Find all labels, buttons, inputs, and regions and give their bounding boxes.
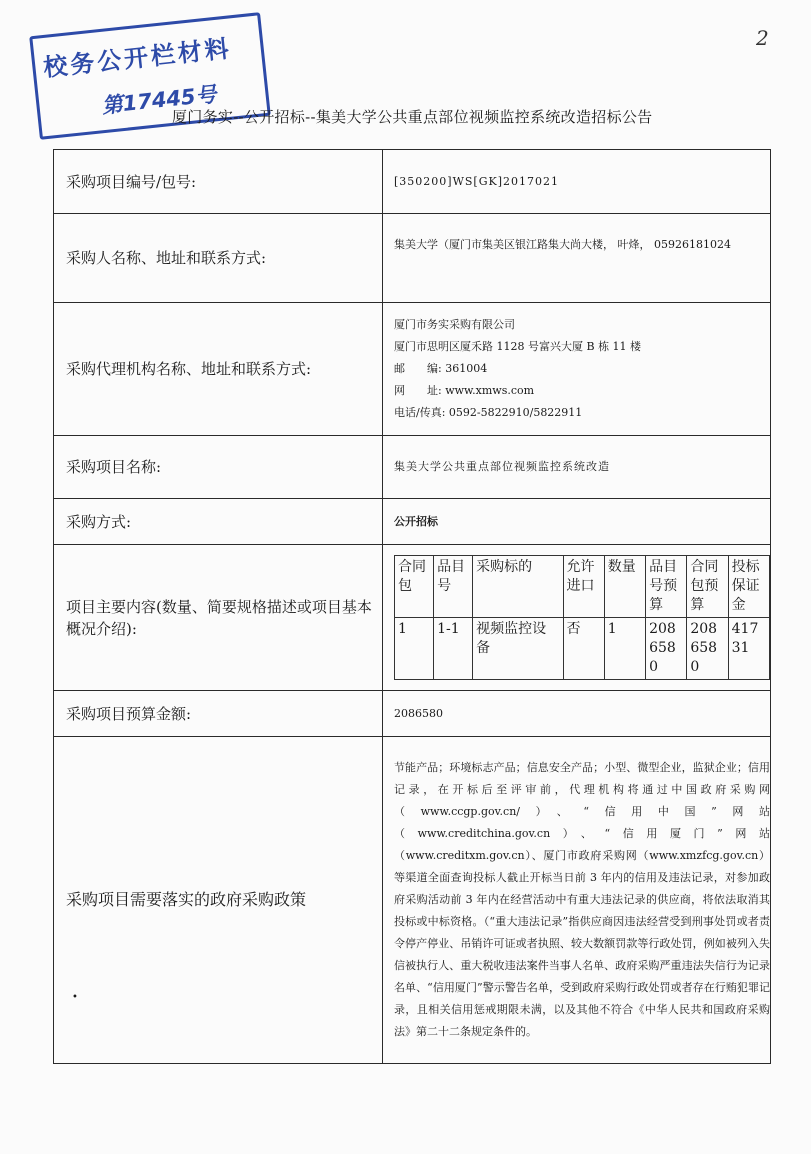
budget-value: 2086580 — [383, 691, 771, 737]
project-name-value: 集美大学公共重点部位视频监控系统改造 — [383, 436, 771, 499]
agency-line: 厦门市思明区厦禾路 1128 号富兴大厦 B 栋 11 楼 — [394, 340, 642, 353]
content-label: 项目主要内容(数量、简要规格描述或项目基本概况介绍): — [54, 545, 383, 691]
cell-subject: 视频监控设备 — [473, 618, 563, 680]
cell-package-budget: 2086580 — [687, 618, 728, 680]
project-name-label: 采购项目名称: — [54, 436, 383, 499]
document-title: 厦门务实--公开招标--集美大学公共重点部位视频监控系统改造招标公告 — [172, 108, 653, 126]
row-purchaser — [54, 214, 771, 303]
row-content — [54, 545, 771, 691]
row-budget — [54, 691, 771, 737]
header-cell: 允许进口 — [563, 556, 604, 618]
purchaser-value: 集美大学（厦门市集美区银江路集大尚大楼， 叶烽， 05926181024 — [383, 214, 771, 303]
cell-quantity: 1 — [604, 618, 645, 680]
header-cell: 合同包 — [395, 556, 434, 618]
row-policy — [54, 737, 771, 1064]
stamp-title: 校务公开栏材料 — [42, 34, 234, 83]
project-number-label: 采购项目编号/包号: — [54, 150, 383, 214]
announcement-table — [53, 149, 771, 1064]
row-agency — [54, 303, 771, 436]
agency-line: 厦门市务实采购有限公司 — [394, 318, 515, 331]
budget-label: 采购项目预算金额: — [54, 691, 383, 737]
stamp-number: 第17445号 — [100, 82, 218, 119]
cell-package: 1 — [395, 618, 434, 680]
page-number: 2 — [756, 26, 769, 50]
items-row — [395, 618, 770, 680]
cell-import: 否 — [563, 618, 604, 680]
method-value: 公开招标 — [383, 499, 771, 545]
header-cell: 合同包预算 — [687, 556, 728, 618]
policy-label: 采购项目需要落实的政府采购政策 — [54, 737, 383, 1064]
agency-line: 电话/传真: 0592-5822910/5822911 — [394, 406, 583, 419]
content-value — [383, 545, 771, 691]
header-cell: 投标保证金 — [728, 556, 769, 618]
header-cell: 品目号 — [434, 556, 473, 618]
agency-line: 邮 编: 361004 — [394, 362, 488, 375]
row-project-name — [54, 436, 771, 499]
row-project-number — [54, 150, 771, 214]
row-method — [54, 499, 771, 545]
items-header-row — [395, 556, 770, 618]
agency-line: 网 址: www.xmws.com — [394, 384, 535, 397]
header-cell: 数量 — [604, 556, 645, 618]
header-cell: 采购标的 — [473, 556, 563, 618]
cell-deposit: 41731 — [728, 618, 769, 680]
purchaser-label: 采购人名称、地址和联系方式: — [54, 214, 383, 303]
agency-label: 采购代理机构名称、地址和联系方式: — [54, 303, 383, 436]
project-number-value: [350200]WS[GK]2017021 — [383, 150, 771, 214]
items-table — [394, 555, 770, 680]
ink-dot: • — [72, 992, 78, 1003]
header-cell: 品目号预算 — [646, 556, 687, 618]
cell-item-budget: 2086580 — [646, 618, 687, 680]
policy-value: 节能产品；环境标志产品；信息安全产品；小型、微型企业，监狱企业；信用记录，在开标后至评审前，代理机构将通过中国政府采购网（www.ccgp.gov.cn/）、“信用中国”网站（www.creditchina.gov.cn）、“信用厦门”网站（www.creditxm.gov.cn）、厦门市政府采购网（www.xmzfcg.gov.cn）等渠道全面查询投标人截止开标当日前 3 年内的信用及违法记录，对参加政府采购活动前 3 年内在经营活动中有重大违法记录的供应商，将依法取消其投标或中标资格。（“重大违法记录”指供应商因违法经营受到刑事处罚或者责令停产停业、吊销许可证或者执照、较大数额罚款等行政处罚，例如被列入失信被执行人、重大税收违法案件当事人名单、政府采购严重违法失信行为记录名单、“信用厦门”警示警告名单，受到政府采购行政处罚或者存在行贿犯罪记录，且相关信用惩戒期限未满，以及其他不符合《中华人民共和国政府采购法》第二十二条规定条件的。 — [383, 737, 771, 1064]
cell-item-no: 1-1 — [434, 618, 473, 680]
method-label: 采购方式: — [54, 499, 383, 545]
agency-value — [383, 303, 771, 436]
